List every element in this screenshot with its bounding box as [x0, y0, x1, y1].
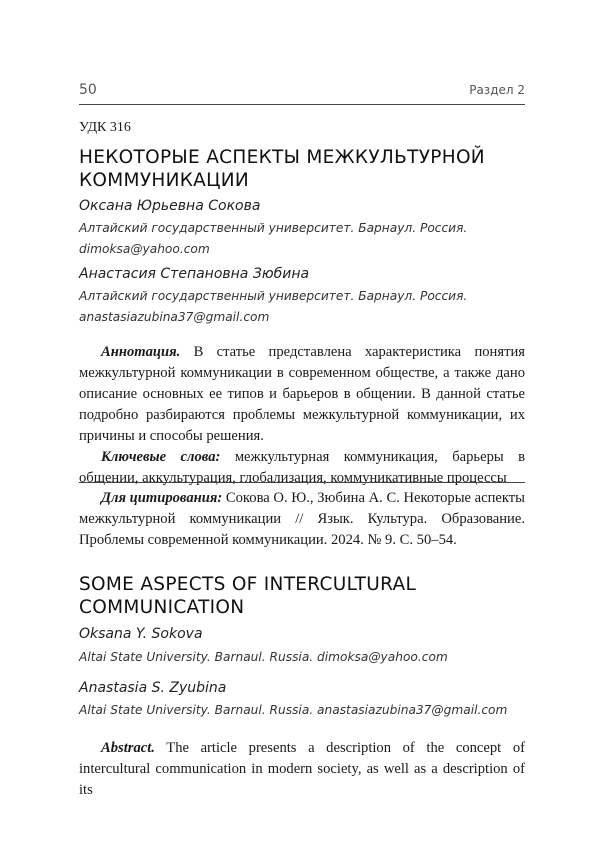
ru-abstract — [79, 342, 525, 447]
ru-author-2-name: Анастасия Степановна Зюбина — [79, 266, 310, 282]
header-rule — [79, 104, 525, 105]
ru-author-2-details — [79, 286, 525, 328]
ru-author-1-details — [79, 218, 525, 260]
en-abstract — [79, 738, 525, 801]
ru-author-1-email: dimoksa@yahoo.com — [79, 242, 210, 256]
ru-abstract-text: В статье представлена характеристика понятия межкультурной коммуникации в современном обществе, а также дано описание основных ее типов и барьеров в общении. В данной статье подробно разбираются проблемы межкультурной коммуникации, их причины и способы решения. — [79, 344, 525, 444]
citation-block — [79, 488, 525, 551]
page-number: 50 — [79, 82, 97, 98]
en-author-1-name: Oksana Y. Sokova — [79, 626, 203, 642]
citation-rule — [79, 482, 525, 483]
ru-author-2-email: anastasiazubina37@gmail.com — [79, 310, 270, 324]
ru-author-1-affiliation: Алтайский государственный университет. Барнаул. Россия. — [79, 221, 468, 235]
ru-author-2-affiliation: Алтайский государственный университет. Барнаул. Россия. — [79, 289, 468, 303]
en-title — [79, 573, 525, 619]
section-label: Раздел 2 — [469, 83, 525, 97]
en-title-line1: SOME ASPECTS OF INTERCULTURAL — [79, 574, 417, 595]
ru-abstract-block — [79, 342, 525, 489]
en-author-2-affiliation: Altai State University. Barnaul. Russia. anastasiazubina37@gmail.com — [79, 703, 508, 717]
ru-abstract-label: Аннотация. — [101, 344, 181, 360]
ru-keywords-label: Ключевые слова: — [101, 449, 221, 465]
citation — [79, 488, 525, 551]
en-abstract-block — [79, 738, 525, 801]
citation-text: Сокова О. Ю., Зюбина А. С. Некоторые аспекты межкультурной коммуникации // Язык. Культура. Образование. Проблемы современной коммуникации. 2024. № 9. С. 50–54. — [79, 490, 525, 548]
ru-author-1-name: Оксана Юрьевна Сокова — [79, 198, 261, 214]
en-author-2-name: Anastasia S. Zyubina — [79, 680, 227, 696]
ru-title — [79, 146, 525, 192]
ru-keywords-text: межкультурная коммуникация, барьеры в общении, аккультурация, глобализация, коммуникативные процессы — [79, 449, 525, 486]
en-abstract-label: Abstract. — [101, 740, 155, 756]
running-header — [79, 82, 525, 98]
en-title-line2: COMMUNICATION — [79, 597, 245, 618]
ru-title-line1: НЕКОТОРЫЕ АСПЕКТЫ МЕЖКУЛЬТУРНОЙ — [79, 147, 485, 168]
ru-title-line2: КОММУНИКАЦИИ — [79, 170, 250, 191]
en-abstract-text: The article presents a description of the concept of intercultural communication in modern society, as well as a description of its — [79, 740, 525, 798]
en-author-1-affiliation: Altai State University. Barnaul. Russia. dimoksa@yahoo.com — [79, 650, 448, 664]
citation-label: Для цитирования: — [101, 490, 223, 506]
udk-code: УДК 316 — [79, 120, 131, 135]
